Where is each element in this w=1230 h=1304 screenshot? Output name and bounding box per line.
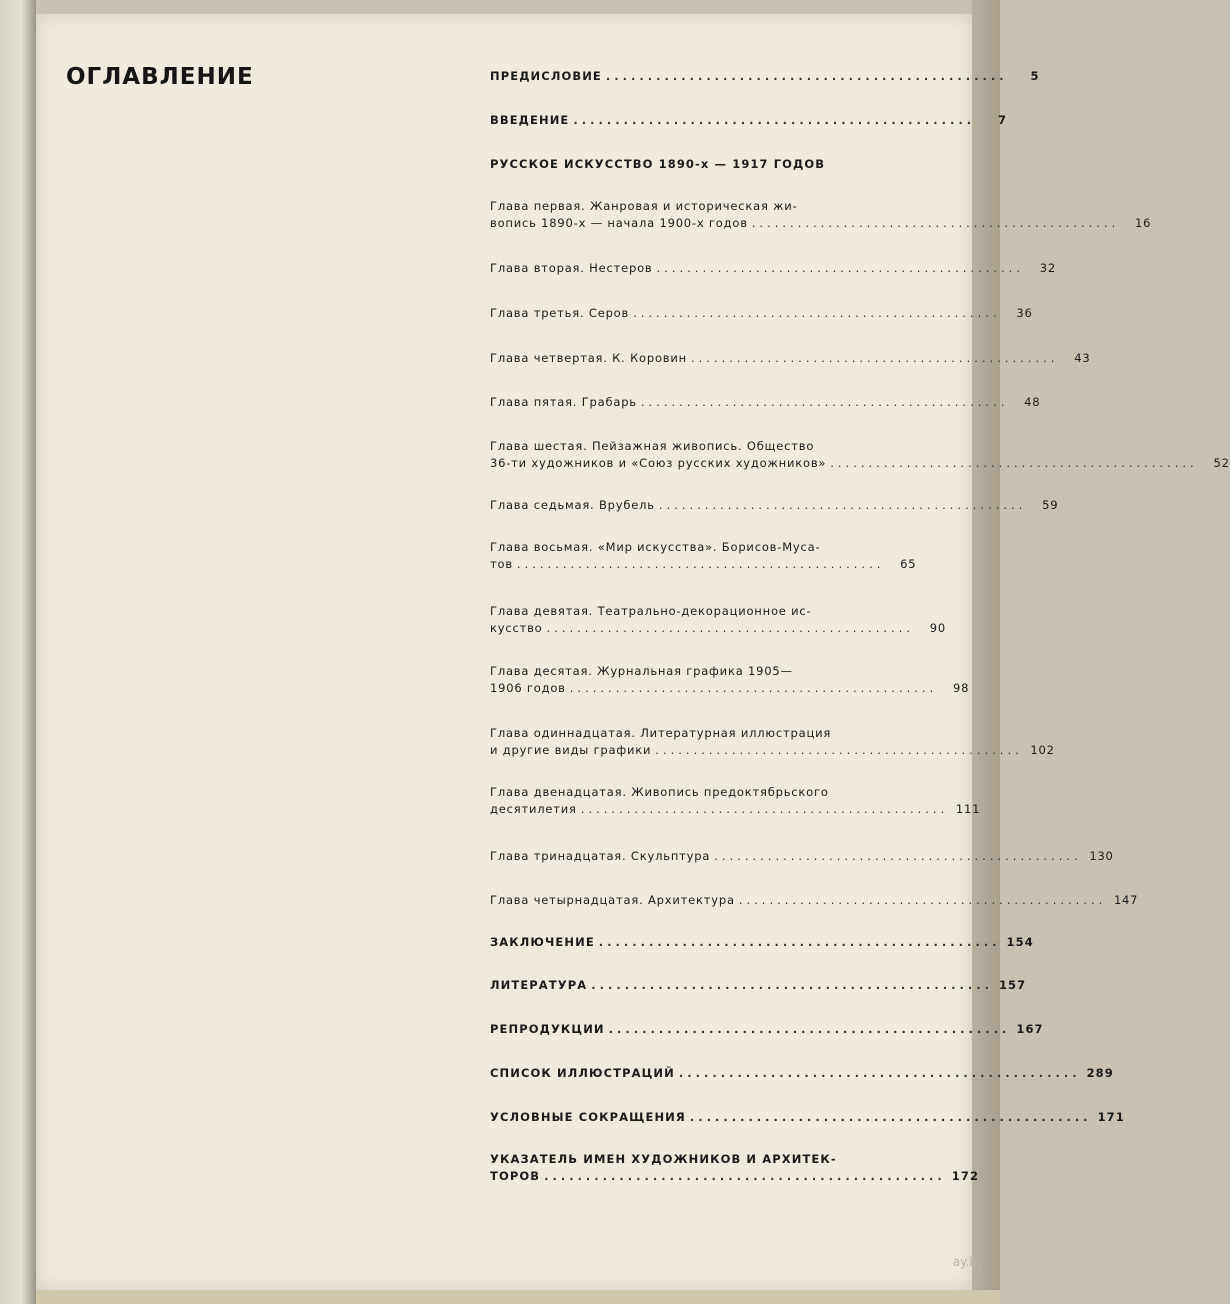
cover-edge xyxy=(36,1290,1000,1304)
toc-entry-text: Глава третья. Серов xyxy=(490,306,630,320)
toc-entry-abbreviations xyxy=(490,1109,1125,1126)
toc-page-number: 167 xyxy=(1016,1022,1044,1036)
toc-entry-text: Глава пятая. Грабарь xyxy=(490,395,637,409)
toc-entry-chapter-4 xyxy=(490,350,1091,367)
toc-entry-chapter-2 xyxy=(490,260,1056,277)
toc-page-number: 147 xyxy=(1113,893,1139,907)
toc-page-number: 43 xyxy=(1074,351,1091,365)
toc-entry-chapter-6 xyxy=(490,438,1230,472)
book-gutter xyxy=(0,0,36,1304)
leader-dots: ................................................ xyxy=(569,681,938,695)
toc-page-number: 154 xyxy=(1006,935,1034,949)
watermark: ay.by xyxy=(952,1255,984,1269)
leader-dots: ................................................ xyxy=(516,557,885,571)
toc-entry-text: РУССКОЕ ИСКУССТВО 1890-х — 1917 ГОДОВ xyxy=(490,157,826,171)
leader-dots: ................................................ xyxy=(598,935,1001,949)
toc-page-number: 59 xyxy=(1042,498,1059,512)
leader-dots: ................................................ xyxy=(546,621,914,635)
toc-page-number: 172 xyxy=(951,1169,980,1183)
toc-entry-text: УСЛОВНЫЕ СОКРАЩЕНИЯ xyxy=(490,1110,686,1124)
leader-dots: ................................................ xyxy=(580,802,949,816)
toc-entry-text: Глава четвертая. К. Коровин xyxy=(490,351,687,365)
toc-entry-text: тов xyxy=(490,557,513,571)
toc-entry-chapter-7 xyxy=(490,497,1059,514)
toc-entry-illustrations-list xyxy=(490,1065,1114,1082)
leader-dots: ................................................ xyxy=(605,69,1008,83)
toc-entry-text: ВВЕДЕНИЕ xyxy=(490,113,570,127)
leader-dots: ................................................ xyxy=(656,261,1024,275)
toc-section-heading xyxy=(490,156,890,173)
toc-entry-text: вопись 1890-х — начала 1900-х годов xyxy=(490,216,748,230)
toc-entry-introduction xyxy=(490,112,1008,129)
toc-entry-text: Глава тринадцатая. Скульптура xyxy=(490,849,711,863)
toc-entry-text: десятилетия xyxy=(490,802,577,816)
toc-entry-conclusion xyxy=(490,934,1034,951)
toc-entry-text: Глава восьмая. «Мир искусства». Борисов-Муса- xyxy=(490,540,821,554)
leader-dots: ................................................ xyxy=(751,216,1120,230)
toc-entry-chapter-3 xyxy=(490,305,1033,322)
toc-entry-chapter-14 xyxy=(490,892,1139,909)
leader-dots: ................................................ xyxy=(830,456,1198,470)
toc-entry-chapter-5 xyxy=(490,394,1041,411)
toc-page-number: 289 xyxy=(1086,1066,1114,1080)
toc-entry-text: ЛИТЕРАТУРА xyxy=(490,978,588,992)
toc-page-number: 65 xyxy=(900,557,917,571)
leader-dots: ................................................ xyxy=(714,849,1082,863)
toc-entry-text: ТОРОВ xyxy=(490,1169,541,1183)
toc-page-number: 36 xyxy=(1016,306,1033,320)
toc-page-number: 5 xyxy=(1030,69,1040,83)
toc-entry-text: Глава десятая. Журнальная графика 1905— xyxy=(490,664,793,678)
toc-entry-text: и другие виды графики xyxy=(490,743,652,757)
toc-entry-text: Глава двенадцатая. Живопись предоктябрьского xyxy=(490,785,829,799)
toc-entry-index xyxy=(490,1151,980,1185)
leader-dots: ................................................ xyxy=(591,978,993,992)
page-title: ОГЛАВЛЕНИЕ xyxy=(66,64,254,90)
toc-entry-text: кусство xyxy=(490,621,543,635)
toc-entry-chapter-10 xyxy=(490,663,970,697)
leader-dots: ................................................ xyxy=(544,1169,946,1183)
leader-dots: ................................................ xyxy=(608,1022,1011,1036)
toc-entry-reproductions xyxy=(490,1021,1044,1038)
leader-dots: ................................................ xyxy=(655,743,1023,757)
leader-dots: ................................................ xyxy=(640,395,1009,409)
toc-entry-text: СПИСОК ИЛЛЮСТРАЦИЙ xyxy=(490,1066,675,1080)
toc-entry-text: Глава первая. Жанровая и историческая жи- xyxy=(490,199,798,213)
toc-entry-chapter-9 xyxy=(490,603,946,637)
toc-entry-text: Глава вторая. Нестеров xyxy=(490,261,653,275)
toc-entry-chapter-11 xyxy=(490,725,1055,759)
toc-entry-chapter-1 xyxy=(490,198,1152,232)
leader-dots: ................................................ xyxy=(573,113,976,127)
toc-page-number: 130 xyxy=(1089,849,1114,863)
toc-entry-text: УКАЗАТЕЛЬ ИМЕН ХУДОЖНИКОВ И АРХИТЕК- xyxy=(490,1152,837,1166)
toc-entry-literature xyxy=(490,977,1027,994)
toc-page-number: 102 xyxy=(1030,743,1055,757)
toc-entry-text: Глава седьмая. Врубель xyxy=(490,498,655,512)
toc-page-number: 16 xyxy=(1135,216,1152,230)
toc-page-number: 157 xyxy=(998,978,1027,992)
leader-dots: ................................................ xyxy=(658,498,1027,512)
leader-dots: ................................................ xyxy=(678,1066,1081,1080)
leader-dots: ................................................ xyxy=(689,1110,1092,1124)
toc-entry-text: ПРЕДИСЛОВИЕ xyxy=(490,69,602,83)
toc-entry-chapter-8 xyxy=(490,539,917,573)
toc-entry-chapter-12 xyxy=(490,784,981,818)
toc-page-number: 48 xyxy=(1024,395,1041,409)
leader-dots: ................................................ xyxy=(738,893,1107,907)
leader-dots: ................................................ xyxy=(690,351,1059,365)
toc-page-number: 52 xyxy=(1213,456,1230,470)
toc-page-number: 90 xyxy=(929,621,946,635)
toc-entry-text: Глава девятая. Театрально-декорационное ис- xyxy=(490,604,812,618)
toc-page-number: 171 xyxy=(1097,1110,1125,1124)
toc-page-number: 111 xyxy=(955,802,981,816)
toc-page-number: 32 xyxy=(1039,261,1056,275)
toc-entry-chapter-13 xyxy=(490,848,1114,865)
toc-page-number: 7 xyxy=(997,113,1008,127)
leader-dots: ................................................ xyxy=(633,306,1001,320)
toc-entry-text: 1906 годов xyxy=(490,681,566,695)
toc-entry-text: Глава одиннадцатая. Литературная иллюстрация xyxy=(490,726,832,740)
toc-entry-text: Глава четырнадцатая. Архитектура xyxy=(490,893,735,907)
toc-entry-text: Глава шестая. Пейзажная живопись. Общество xyxy=(490,439,815,453)
toc-entry-text: ЗАКЛЮЧЕНИЕ xyxy=(490,935,595,949)
toc-entry-text: 36-ти художников и «Союз русских художников» xyxy=(490,456,827,470)
toc-entry-text: РЕПРОДУКЦИИ xyxy=(490,1022,605,1036)
toc-page-number: 98 xyxy=(953,681,970,695)
toc-entry-preface xyxy=(490,68,1040,85)
